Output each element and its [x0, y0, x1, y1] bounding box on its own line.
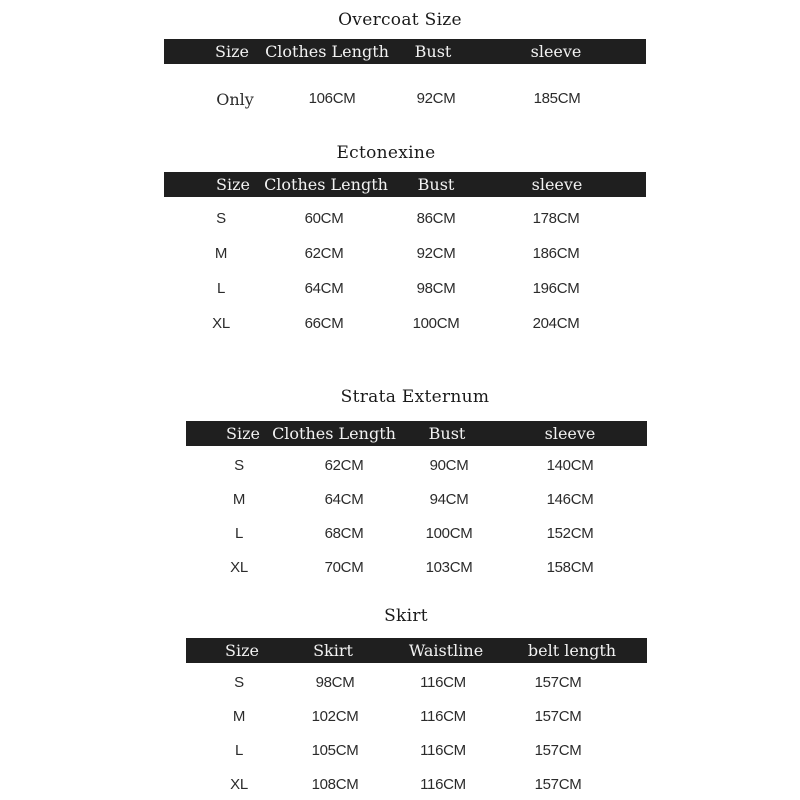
table-cell: XL [230, 776, 248, 793]
skirt-header-bar [186, 638, 647, 663]
table-cell: 64CM [324, 491, 364, 508]
table-cell: 178CM [532, 210, 580, 227]
table-cell: 157CM [534, 742, 582, 759]
table-cell: 98CM [416, 280, 456, 297]
table-cell: 62CM [324, 457, 364, 474]
overcoat-header-sleeve: sleeve [530, 42, 582, 61]
table-cell: 116CM [420, 674, 466, 691]
table-cell: 157CM [534, 708, 582, 725]
table-cell: 94CM [429, 491, 469, 508]
overcoat-title: Overcoat Size [338, 10, 462, 30]
table-cell: 157CM [534, 776, 582, 793]
overcoat-header-length: Clothes Length [265, 42, 389, 61]
skirt-header-belt-length: belt length [527, 641, 617, 660]
table-cell: 70CM [324, 559, 364, 576]
overcoat-header-size: Size [215, 42, 249, 61]
ectonexine-header-bust: Bust [417, 175, 455, 194]
table-cell: 204CM [532, 315, 580, 332]
table-cell: 68CM [324, 525, 364, 542]
ectonexine-header-size: Size [216, 175, 250, 194]
table-cell: 105CM [311, 742, 359, 759]
table-cell: 102CM [311, 708, 359, 725]
table-cell: 98CM [315, 674, 355, 691]
table-cell: 157CM [534, 674, 582, 691]
table-cell: 140CM [546, 457, 594, 474]
table-cell: M [232, 491, 246, 508]
overcoat-header-bust: Bust [414, 42, 452, 61]
table-cell: L [234, 525, 244, 542]
skirt-header-waistline: Waistline [408, 641, 484, 660]
overcoat-cell-size: Only [216, 90, 254, 109]
table-cell: 64CM [304, 280, 344, 297]
overcoat-cell-length: 106CM [308, 90, 356, 107]
table-cell: 116CM [420, 776, 466, 793]
table-cell: 146CM [546, 491, 594, 508]
table-cell: 196CM [532, 280, 580, 297]
overcoat-header-bar [164, 39, 646, 64]
table-cell: 103CM [425, 559, 473, 576]
table-cell: 158CM [546, 559, 594, 576]
table-cell: 90CM [429, 457, 469, 474]
table-cell: 100CM [412, 315, 460, 332]
ectonexine-header-sleeve: sleeve [531, 175, 583, 194]
table-cell: M [214, 245, 228, 262]
table-cell: L [234, 742, 244, 759]
table-cell: XL [212, 315, 230, 332]
table-cell: 92CM [416, 245, 456, 262]
strata-header-bar [186, 421, 647, 446]
table-cell: M [232, 708, 246, 725]
table-cell: 186CM [532, 245, 580, 262]
table-cell: 60CM [304, 210, 344, 227]
table-cell: 62CM [304, 245, 344, 262]
table-cell: S [216, 210, 226, 227]
table-cell: 86CM [416, 210, 456, 227]
table-cell: 108CM [311, 776, 359, 793]
table-cell: S [234, 457, 244, 474]
ectonexine-header-length: Clothes Length [264, 175, 388, 194]
strata-title: Strata Externum [340, 387, 490, 407]
skirt-header-skirt: Skirt [313, 641, 353, 660]
table-cell: 100CM [425, 525, 473, 542]
strata-header-length: Clothes Length [272, 424, 396, 443]
strata-header-bust: Bust [428, 424, 466, 443]
ectonexine-title: Ectonexine [336, 143, 436, 163]
overcoat-cell-sleeve: 185CM [533, 90, 581, 107]
table-cell: L [216, 280, 226, 297]
table-cell: S [234, 674, 244, 691]
skirt-title: Skirt [384, 606, 428, 626]
table-cell: 116CM [420, 708, 466, 725]
ectonexine-header-bar [164, 172, 646, 197]
strata-header-sleeve: sleeve [544, 424, 596, 443]
table-cell: XL [230, 559, 248, 576]
strata-header-size: Size [226, 424, 260, 443]
skirt-header-size: Size [225, 641, 259, 660]
table-cell: 116CM [420, 742, 466, 759]
table-cell: 152CM [546, 525, 594, 542]
overcoat-cell-bust: 92CM [416, 90, 456, 107]
table-cell: 66CM [304, 315, 344, 332]
